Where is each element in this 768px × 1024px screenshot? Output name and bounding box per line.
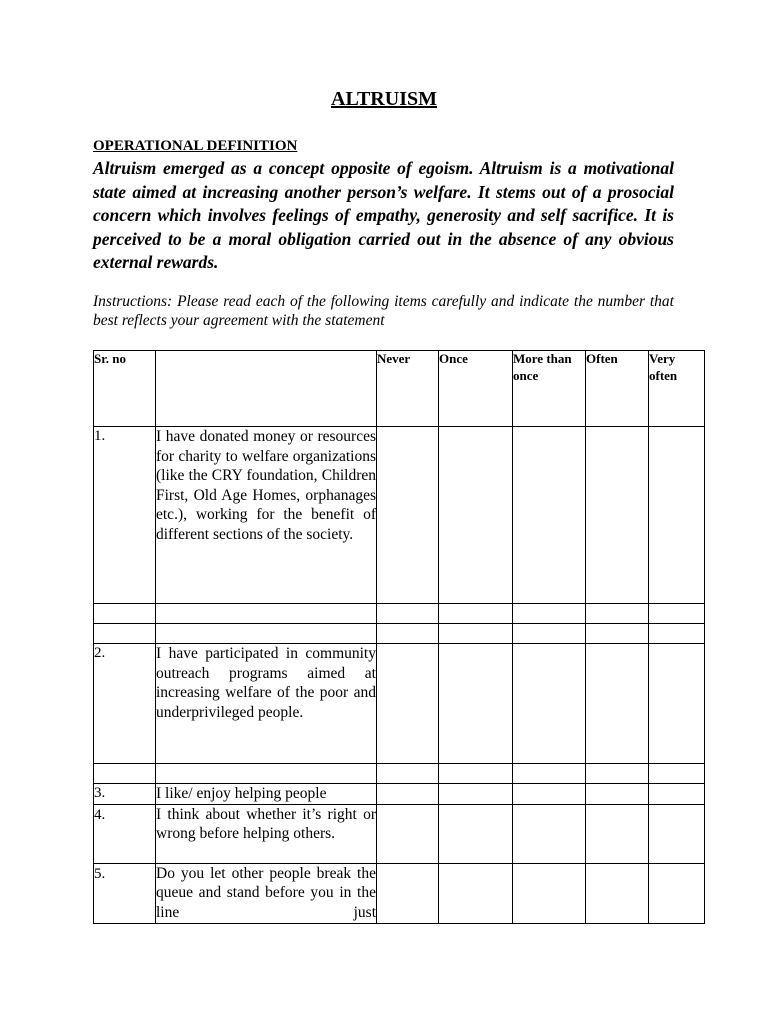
rating-cell-very-often[interactable] [649,644,705,764]
spacer-cell [94,764,156,784]
rating-cell-more-than-once[interactable] [513,644,586,764]
rating-cell-once[interactable] [439,863,513,923]
rating-cell-once[interactable] [439,784,513,805]
spacer-cell [649,764,705,784]
rating-cell-often[interactable] [586,863,649,923]
operational-definition-heading: OPERATIONAL DEFINITION [93,138,298,154]
item-statement: I have donated money or resources for charity to welfare organizations (like the CRY foundation, Children First, Old Age Homes, orphanages etc.), working for the benefit of different sections of the society. [156,427,377,604]
spacer-cell [377,604,439,624]
spacer-cell [94,604,156,624]
rating-cell-more-than-once[interactable] [513,804,586,863]
rating-cell-never[interactable] [377,863,439,923]
spacer-cell [439,624,513,644]
spacer-cell [586,604,649,624]
table-row [94,863,705,923]
item-number: 3. [94,784,156,805]
header-once: Once [439,351,513,427]
rating-cell-very-often[interactable] [649,427,705,604]
header-statement [156,351,377,427]
rating-cell-very-often[interactable] [649,863,705,923]
item-number: 1. [94,427,156,604]
rating-cell-very-often[interactable] [649,784,705,805]
spacer-cell [586,764,649,784]
table-row [94,427,705,604]
spacer-cell [586,624,649,644]
rating-cell-more-than-once[interactable] [513,863,586,923]
table-row [94,804,705,863]
spacer-cell [513,764,586,784]
spacer-cell [513,604,586,624]
altruism-rating-table [93,350,705,924]
header-often: Often [586,351,649,427]
rating-cell-often[interactable] [586,427,649,604]
item-number: 4. [94,804,156,863]
header-very-often: Very often [649,351,705,427]
item-statement: I think about whether it’s right or wrong before helping others. [156,804,377,863]
rating-cell-never[interactable] [377,804,439,863]
spacer-row [94,764,705,784]
item-statement: I have participated in community outreach programs aimed at increasing welfare of the poor and underprivileged people. [156,644,377,764]
spacer-cell [649,624,705,644]
rating-cell-never[interactable] [377,784,439,805]
rating-cell-more-than-once[interactable] [513,427,586,604]
header-sr-no: Sr. no [94,351,156,427]
operational-definition-text: Altruism emerged as a concept opposite of egoism. Altruism is a motivational state aimed at increasing another person’s welfare. It stems out of a prosocial concern which involves feelings of empathy, generosity and self sacrifice. It is perceived to be a moral obligation carried out in the absence of any obvious external rewards. [93,158,674,273]
item-number: 2. [94,644,156,764]
rating-cell-more-than-once[interactable] [513,784,586,805]
table-header-row [94,351,705,427]
instructions-text: Instructions: Please read each of the following items carefully and indicate the number that best reflects your agreement with the statement [93,293,674,329]
spacer-cell [156,764,377,784]
spacer-cell [439,604,513,624]
rating-cell-once[interactable] [439,644,513,764]
header-more-than-once: More than once [513,351,586,427]
spacer-cell [156,624,377,644]
rating-cell-often[interactable] [586,644,649,764]
rating-cell-never[interactable] [377,427,439,604]
item-statement: I like/ enjoy helping people [156,784,377,805]
rating-cell-once[interactable] [439,427,513,604]
spacer-cell [377,764,439,784]
spacer-cell [649,604,705,624]
rating-cell-often[interactable] [586,804,649,863]
item-statement: Do you let other people break the queue and stand before you in the line just [156,863,377,923]
spacer-row [94,624,705,644]
rating-cell-once[interactable] [439,804,513,863]
spacer-row [94,604,705,624]
page-title: ALTRUISM [331,88,437,110]
table-row [94,644,705,764]
spacer-cell [156,604,377,624]
item-number: 5. [94,863,156,923]
header-never: Never [377,351,439,427]
spacer-cell [513,624,586,644]
rating-cell-very-often[interactable] [649,804,705,863]
spacer-cell [94,624,156,644]
spacer-cell [377,624,439,644]
rating-cell-never[interactable] [377,644,439,764]
spacer-cell [439,764,513,784]
rating-cell-often[interactable] [586,784,649,805]
table-row [94,784,705,805]
